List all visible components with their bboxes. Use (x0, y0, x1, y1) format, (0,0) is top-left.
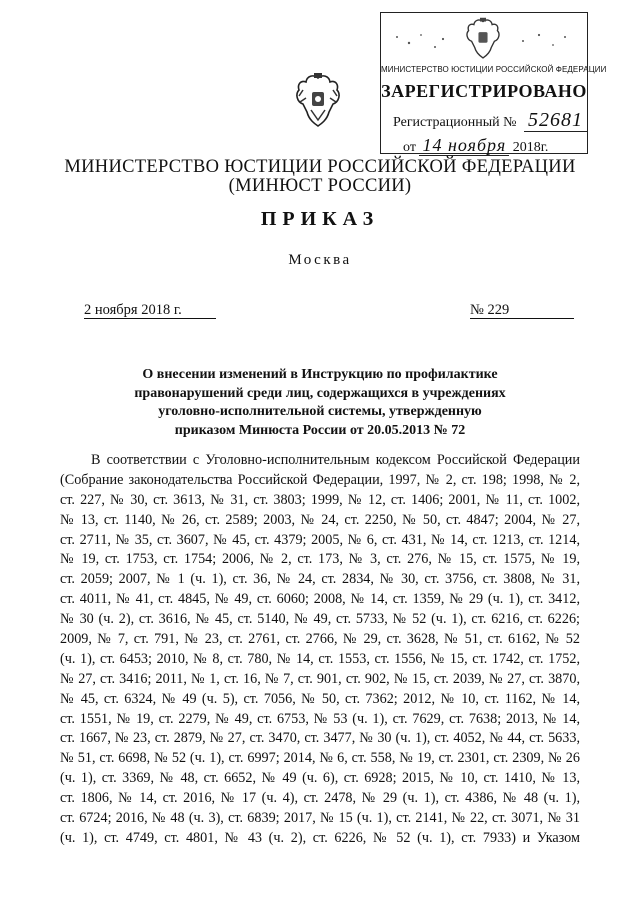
body-line: ст. 1667, № 23, ст. 2879, № 27, ст. 3470, ст. 3477, № 30 (ч. 1), ст. 4052, № 44, ст. 5633, (60, 730, 580, 747)
coat-of-arms-icon (293, 72, 343, 130)
document-heading (0, 366, 640, 440)
stamp-reg-number: 52681 (524, 109, 587, 132)
heading-line: О внесении изменений в Инструкцию по профилактике (142, 367, 498, 382)
body-line: (ч. 1), ст. 3369, № 48, ст. 6652, № 49 (ч. 6), ст. 6928; 2015, № 10, ст. 1410, № 13, (60, 770, 580, 787)
body-line: № 19, ст. 1753, ст. 1754; 2006, № 2, ст. 173, № 3, ст. 276, № 15, ст. 1575, № 19, (60, 551, 580, 568)
stamp-date-handwritten: 14 ноября (419, 135, 509, 156)
body-line: № 27, ст. 3416; 2011, № 1, ст. 16, № 7, ст. 901, ст. 902, № 15, ст. 2039, № 27, ст. 3870, (60, 670, 580, 687)
order-date: 2 ноября 2018 г. (84, 302, 216, 319)
stamp-title: ЗАРЕГИСТРИРОВАНО (381, 81, 587, 101)
body-line: ст. 4011, № 41, ст. 4845, № 49, ст. 6060; 2008, № 14, ст. 1359, № 29 (ч. 1), ст. 3412, (60, 591, 580, 608)
body-line: (Собрание законодательства Российской Федерации, 1997, № 2, ст. 198; 1998, № 2, (60, 471, 580, 488)
stamp-noise-right (515, 29, 575, 53)
stamp-noise (391, 29, 451, 53)
body-line: ст. 1551, № 19, ст. 2279, № 49, ст. 6753, № 53 (ч. 1), ст. 7629, ст. 7638; 2013, № 14, (60, 710, 580, 727)
stamp-emblem-icon (463, 17, 503, 61)
body-line: (ч. 1), ст. 4749, ст. 4801, № 43 (ч. 2), ст. 6226, № 52 (ч. 1), ст. 7933) и Указом (60, 829, 580, 846)
body-line: ст. 6724; 2016, № 48 (ч. 3), ст. 6839; 2017, № 15 (ч. 1), ст. 2141, № 22, ст. 3071, № 31 (60, 810, 580, 827)
body-line: ст. 2711, № 35, ст. 3607, № 45, ст. 4379; 2005, № 6, ст. 431, № 14, ст. 1213, ст. 1214, (60, 531, 580, 548)
body-line: ст. 2059; 2007, № 1 (ч. 1), ст. 36, № 24, ст. 2834, № 30, ст. 3756, ст. 3808, № 31, (60, 571, 580, 588)
stamp-reg-label: Регистрационный № (393, 115, 517, 130)
heading-line: приказом Минюста России от 20.05.2013 № 72 (174, 422, 466, 438)
body-line: В соответствии с Уголовно-исполнительным кодексом Российской Федерации (91, 452, 580, 468)
body-line: № 13, ст. 1140, № 26, ст. 2589; 2003, № 24, ст. 2250, № 50, ст. 4847; 2004, № 27, (60, 511, 580, 528)
body-line: ст. 1806, № 14, ст. 2016, № 17 (ч. 4), ст. 2478, № 29 (ч. 1), ст. 4386, № 48 (ч. 1), (60, 790, 580, 807)
document-body (60, 451, 580, 849)
body-line: № 30 (ч. 2), ст. 3616, № 45, ст. 5140, № 49, ст. 5733, № 52 (ч. 1), ст. 6216, ст. 6226; (60, 611, 580, 628)
order-title: ПРИКАЗ (260, 208, 380, 230)
registration-stamp (380, 12, 607, 155)
order-number: № 229 (470, 302, 574, 319)
stamp-registration (393, 109, 587, 132)
body-line: ст. 227, № 30, ст. 3613, № 31, ст. 3803; 1999, № 12, ст. 1406; 2001, № 11, ст. 1002, (60, 491, 580, 508)
city: Москва (288, 252, 352, 268)
stamp-ministry: МИНИСТЕРСТВО ЮСТИЦИИ РОССИЙСКОЙ ФЕДЕРАЦИИ (381, 65, 607, 74)
body-line: № 45, ст. 6324, № 49 (ч. 5), ст. 7056, № 50, ст. 7362; 2012, № 10, ст. 1162, № 14, (60, 690, 580, 707)
heading-line: уголовно-исполнительной системы, утвержденную (158, 404, 482, 419)
body-line: № 51, ст. 6698, № 52 (ч. 1), ст. 6997; 2014, № 6, ст. 558, № 19, ст. 2301, ст. 2309, № 26 (60, 750, 580, 767)
stamp-date-suffix: г. (540, 140, 549, 155)
stamp-date-prefix: от (403, 140, 416, 155)
body-line: 2009, № 7, ст. 791, № 23, ст. 2761, ст. 2766, № 29, ст. 3628, № 51, ст. 6162, № 52 (60, 631, 580, 648)
heading-line: правонарушений среди лиц, содержащихся в учреждениях (134, 385, 506, 401)
stamp-date (403, 135, 548, 156)
body-line: (ч. 1), ст. 6453; 2010, № 8, ст. 780, № 14, ст. 1553, ст. 1556, № 15, ст. 1742, ст. 1752, (60, 650, 580, 667)
stamp-date-year: 2018 (512, 140, 541, 155)
ministry-name: МИНИСТЕРСТВО ЮСТИЦИИ РОССИЙСКОЙ ФЕДЕРАЦИИ (64, 157, 576, 177)
ministry-short-name: (МИНЮСТ РОССИИ) (228, 176, 412, 196)
